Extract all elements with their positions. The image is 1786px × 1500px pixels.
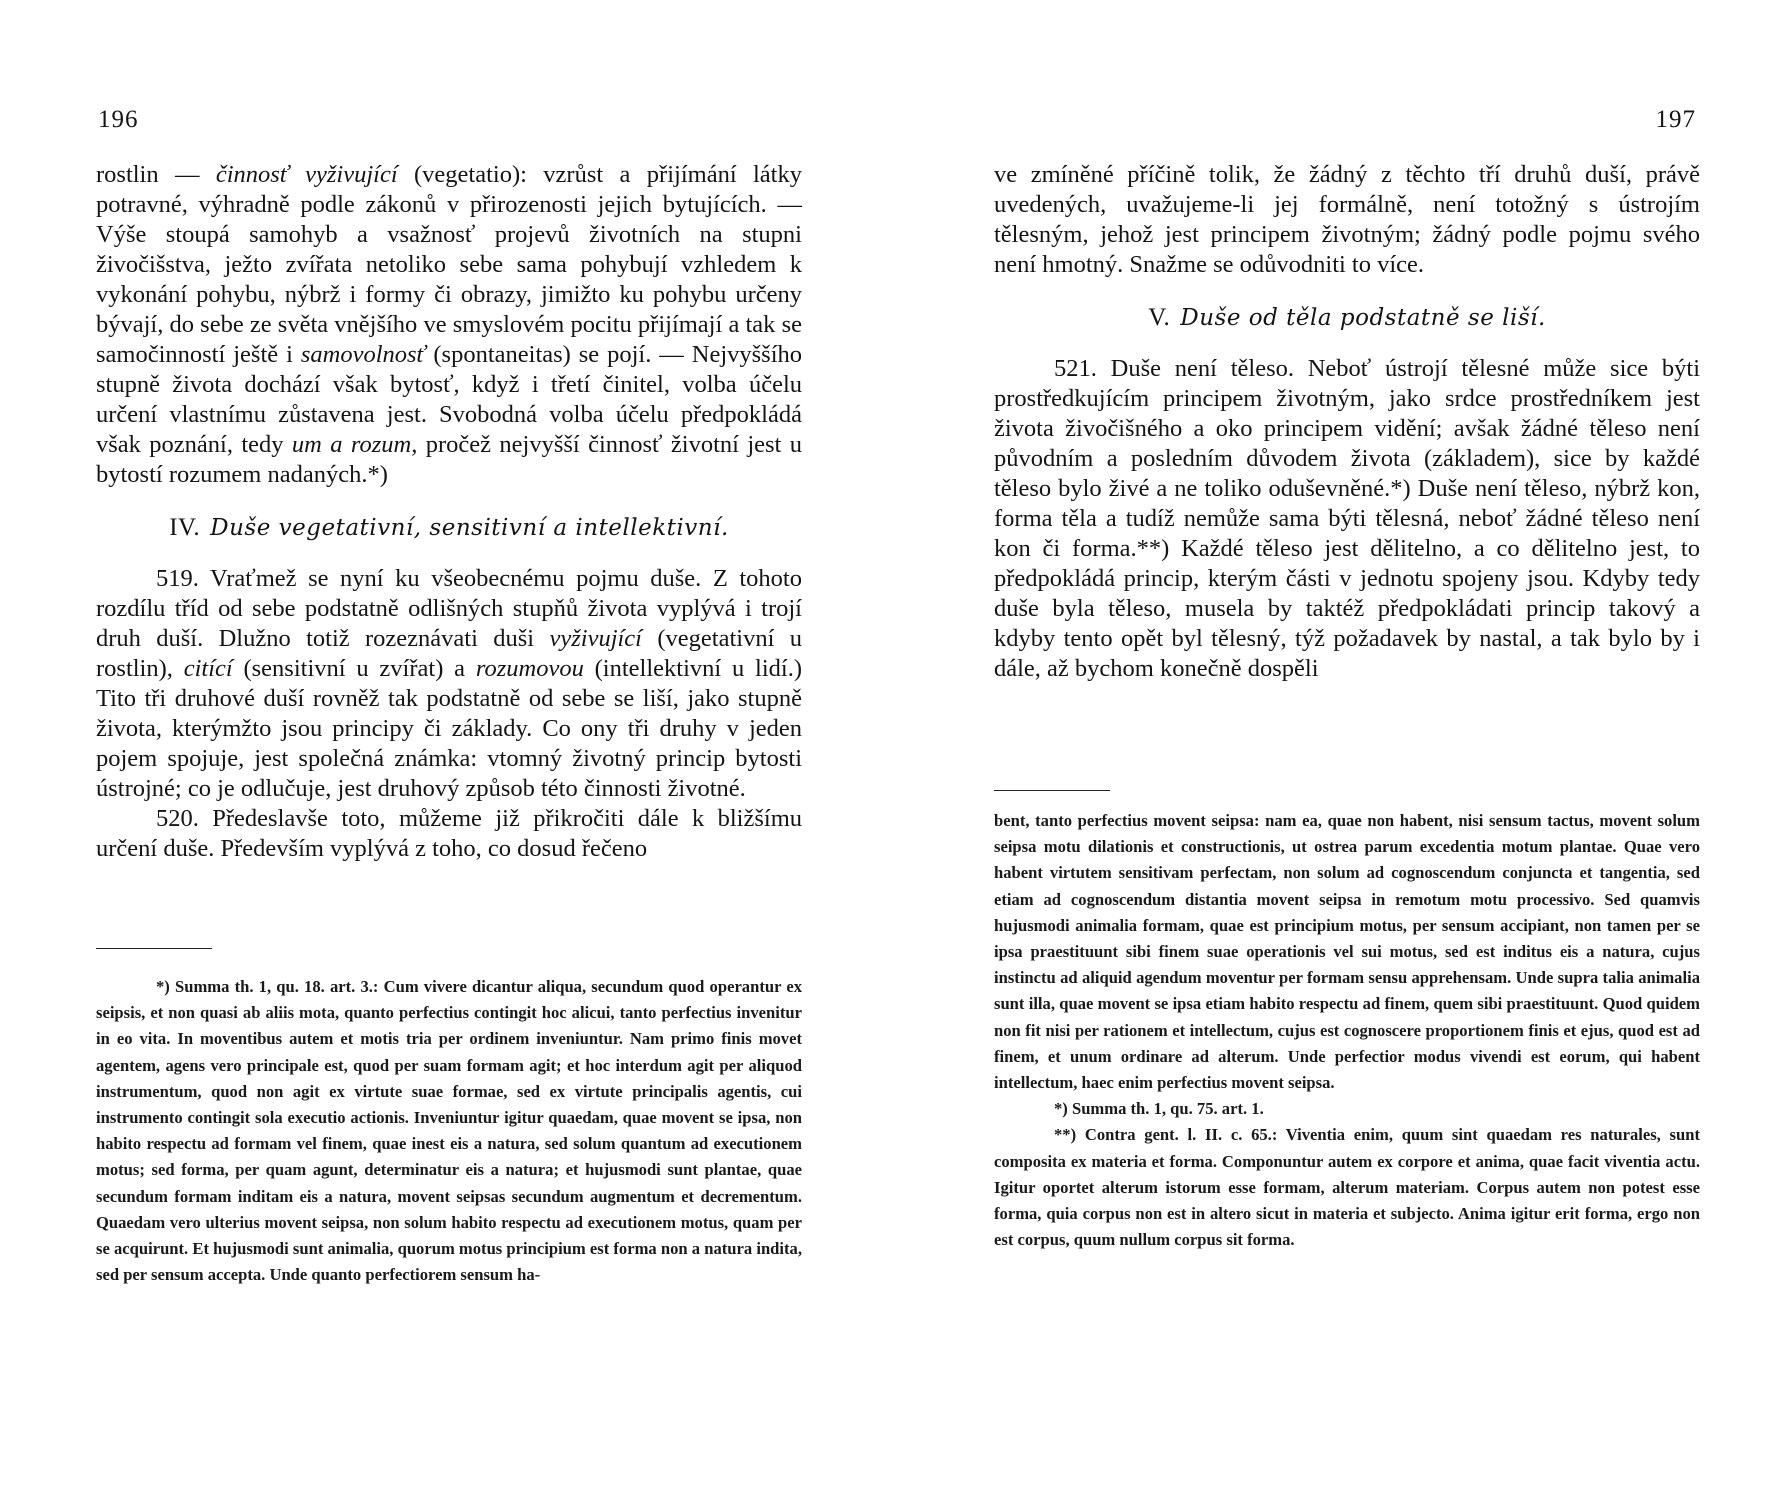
italic-term: samovolnosť [300,341,426,368]
text-run: (vegetativní u rostlin), [96,625,802,682]
text-run: 519. Vraťmež se nyní ku všeobecnému pojmu duše. Z tohoto rozdílu tříd od sebe podstatně odlišných stupňů života vyplývá i trojí druh duší. Dlužno totiž rozeznávati duši [96,565,802,652]
italic-term: činnosť vyživující [215,161,398,188]
text-run: pročež nejvyšší činnosť životní jest u bytostí rozumem nadaných.*) [96,431,802,488]
left-body-text [96,160,802,864]
italic-term: rozumovou [475,655,584,682]
footnote-continuation: bent, tanto perfectius movent seipsa: nam ea, quae non habent, nisi sensum tactus, movent solum seipsa motu dilationis et constructionis, ut ostrea parum excedentia motum plantae. Quae vero habent virtutem sensitivam perfectam, non solum ad cognoscendum conjuncta et tangentia, sed etiam ad cognoscendum distantia movent seipsa in remotum motu processivo. Sed quamvis hujusmodi animalia formam, quae est principium motus, per sensum accipiant, non tamen per se ipsa praestituunt sibi finem suae operationis vel sui motus, sed est inditus eis a natura, cujus instinctu ad aliquid agendum moventur per formam sensu apprehensam. Unde supra talia animalia sunt illa, quae movent se ipsa etiam habito respectu ad finem, quem sibi praestituunt. Quod quidem non fit nisi per rationem et intellectum, cujus est cognoscere proportionem finis et ejus, quod est ad finem, et unum ordinare ad alterum. Unde perfectior modus vivendi est eorum, qui habent intellectum, haec enim perfectius movent seipsa. [994,811,1700,1093]
right-paragraph-continuation: ve zmíněné příčině tolik, že žádný z těchto tří druhů duší, právě uvedených, uvažujeme-li jej formálně, není totožný s ústrojím tělesným, jehož jest principem životným; žádný podle pojmu svého není hmotný. Snažme se odůvodniti to více. [994,161,1700,278]
footnote-summa-75: *) Summa th. 1, qu. 75. art. 1. [1054,1099,1264,1119]
left-footnotes [96,974,802,1288]
right-body-text [994,160,1700,684]
text-run: rostlin — [96,161,216,188]
paragraph-519 [96,564,802,804]
text-run: (spontaneitas) se pojí. — Nejvyššího stupně života dochází však bytosť, když i třetí činitel, volba účelu určení vlastnímu zůstavena jest. Svobodná volba účelu předpokládá však poznání, tedy [96,341,803,458]
footnote-rule-left [96,948,212,949]
section-number: IV. [169,514,201,541]
paragraph-521: 521. Duše není těleso. Neboť ústrojí tělesné může sice býti prostředkujícím principem životným, jako srdce prostředníkem jest života živočišného a oko principem vidění; avšak žádné těleso není původním a posledním důvodem života (základem), sice by každé těleso bylo živé a ne toliko oduševněné.*) Duše není těleso, nýbrž kon, forma těla a tudíž nemůže sama býti tělesná, neboť žádné těleso není kon či forma.**) Každé těleso jest dělitelno, a co dělitelno jest, to předpokládá princip, kterým části v jednotu spojeny jsou. Kdyby tedy duše byla těleso, musela by taktéž předpokládati princip takový a kdyby tento opět byl tělesný, týž požadavek by nastal, a tak bylo by i dále, až bychom konečně dospěli [994,355,1700,682]
section-number: V. [1148,304,1171,331]
italic-term: um a rozum, [291,431,418,458]
footnote-summa-18: *) Summa th. 1, qu. 18. art. 3.: Cum vivere dicantur aliqua, secundum quod operantur ex seipsis, et non quasi ab aliis mota, quanto perfectius contingit hoc alicui, tanto perfectius invenitur in eo vita. In moventibus autem et motis tria per ordinem inveniuntur. Nam primo finis movet agentem, agens vero principale est, quod per suam formam agit; et hoc interdum agit per aliquod instrumentum, quod non agit ex virtute suae formae, sed ex virtute principalis agentis, cui instrumento contingit sola executio actionis. Inveniuntur igitur quaedam, quae movent se ipsa, non habito respectu ad formam vel finem, quae inest eis a natura, sed solum quantum ad executionem motus; sed forma, per quam agunt, determinatur eis a natura; et hujusmodi sunt plantae, quae secundum formam inditam eis a natura, movent seipsas secundum augmentum et decrementum. Quaedam vero ulterius movent seipsa, non solum habito respectu ad executionem motus, quam per se acquirunt. Et hujusmodi sunt animalia, quorum motus principium est forma non a natura indita, sed per sensum accepta. Unde quanto perfectiorem sensum ha- [96,977,802,1285]
text-run: (intellektivní u lidí.) Tito tři druhové duší rovněž tak podstatně od sebe se liší, jako stupně života, kterýmžto jsou principy či základy. Co ony tři druhy v jeden pojem spojuje, jest společná známka: vtomný životný princip bytosti ústrojné; co je odlučuje, jest druhový způsob této činnosti životné. [96,655,802,802]
text-run: (sensitivní u zvířat) a [232,655,476,682]
footnote-contra-gentiles: **) Contra gent. l. II. c. 65.: Viventia enim, quum sint quaedam res naturales, sunt composita ex materia et forma. Componuntur autem ex corpore et anima, quae facit viventia actu. Igitur oportet alterum istorum esse formam, alterum materiam. Corpus autem non potest esse forma, quia corpus non est in altero sicut in materia et subjecto. Anima igitur erit forma, ergo non est corpus, quum nullum corpus sit forma. [994,1125,1700,1250]
italic-term: vyživující [549,625,642,652]
page-number-left: 196 [98,106,139,133]
section-heading-v [994,302,1700,334]
left-paragraph-continuation [96,160,802,490]
section-title: Duše od těla podstatně se liší. [1180,305,1546,331]
right-footnotes [994,808,1700,1253]
section-heading-iv [96,512,802,544]
footnote-rule-right [994,790,1110,791]
italic-term: citící [183,655,233,682]
page-number-right: 197 [1655,106,1696,133]
section-title: Duše vegetativní, sensitivní a intellektivní. [210,515,729,541]
paragraph-520: 520. Předeslavše toto, můžeme již přikročiti dále k bližšímu určení duše. Především vyplývá z toho, co dosud řečeno [96,805,802,862]
text-run: (vegetatio): vzrůst a přijímání látky potravné, výhradně podle zákonů v přirozenosti jejich bytujících. — Výše stoupá samohyb a vsažnosť projevů životních na stupni živočišstva, ježto zvířata netoliko sebe sama pohybují vzhledem k vykonání pohybu, nýbrž i formy či obrazy, jimižto ku pohybu určeny bývají, do sebe ze světa vnějšího ve smyslovém pocitu přijímají a tak se samočinností ještě i [96,161,802,368]
